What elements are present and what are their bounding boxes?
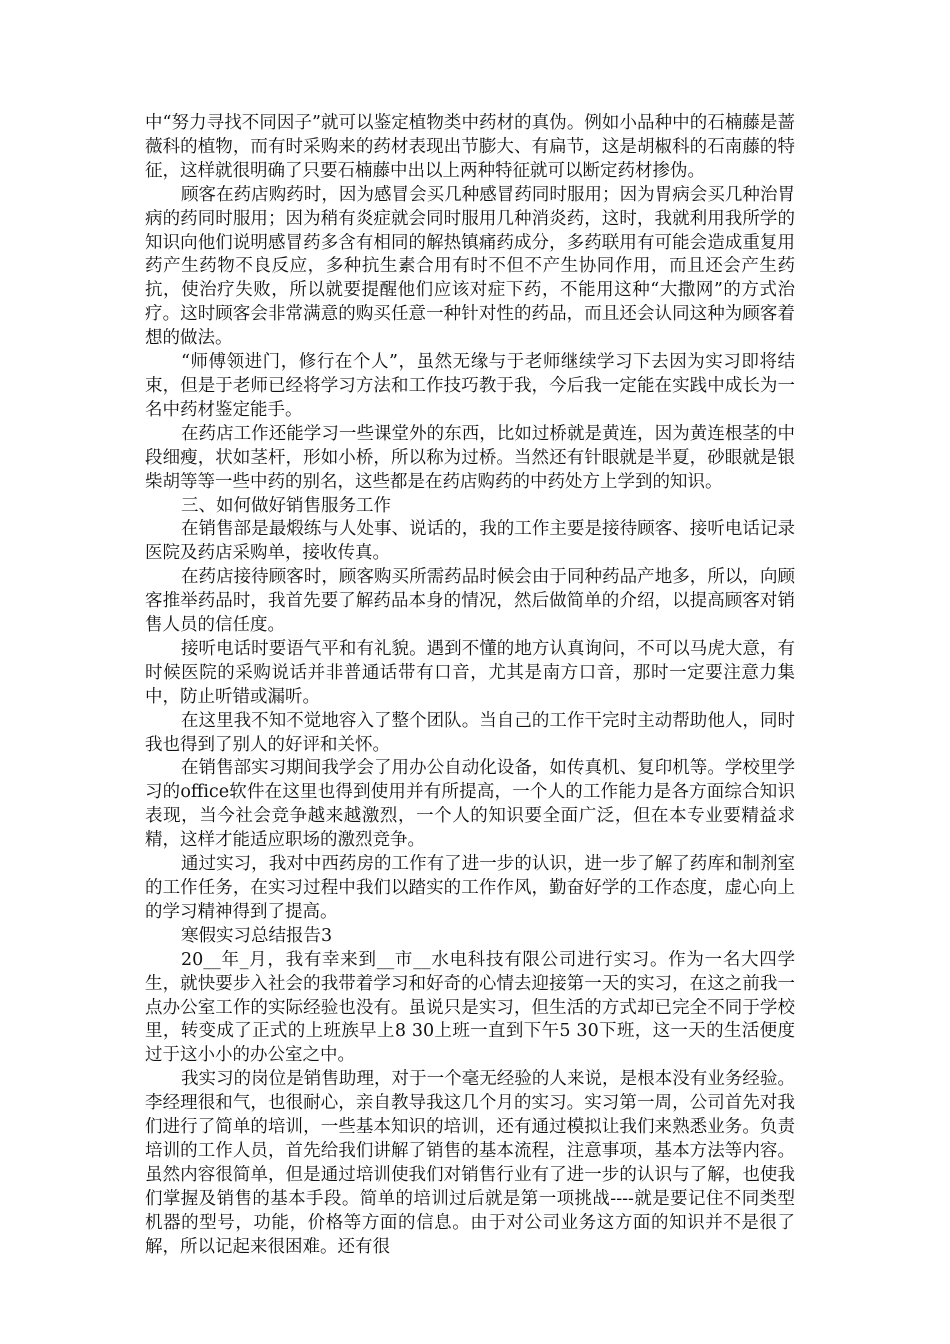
paragraph-phone-etiquette: 接听电话时要语气平和有礼貌。遇到不懂的地方认真询问，不可以马虎大意，有时候医院的采购说话并非普通话带有口音，尤其是南方口音，那时一定要注意力集中，防止听错或漏听。	[145, 638, 795, 707]
document-body	[145, 112, 795, 1260]
section-heading-sales-service: 三、如何做好销售服务工作	[181, 495, 391, 516]
paragraph-master-teacher: “师傅领进门，修行在个人”，虽然无缘与于老师继续学习下去因为实习即将结束，但是于老师已经将学习方法和工作技巧教于我，今后我一定能在实践中成长为一名中药材鉴定能手。	[145, 352, 795, 420]
section-heading-report-3: 寒假实习总结报告3	[181, 925, 333, 946]
paragraph-report-3-intro: 20__年_月，我有幸来到__市__水电科技有限公司进行实习。作为一名大四学生，就快要步入社会的我带着学习和好奇的心情去迎接第一天的实习，在这之前我一点办公室工作的实际经验也没有。虽说只是实习，但生活的方式却已完全不同于学校里，转变成了正式的上班族早上8 30上班一直到下午5 30下班，这一天的生活便度过于这小小的办公室之中。	[145, 949, 795, 1066]
paragraph-herb-aliases: 在药店工作还能学习一些课堂外的东西，比如过桥就是黄连，因为黄连根茎的中段细瘦，状如茎杆，形如小桥，所以称为过桥。当然还有针眼就是半夏，砂眼就是银柴胡等等一些中药的别名，这些都是在药店购药的中药处方上学到的知识。	[145, 423, 795, 492]
paragraph-office-skills: 在销售部实习期间我学会了用办公自动化设备，如传真机、复印机等。学校里学习的office软件在这里也得到使用并有所提高，一个人的工作能力是各方面综合知识表现，当今社会竞争越来越激烈，一个人的知识要全面广泛，但在本专业要精益求精，这样才能适应职场的激烈竞争。	[145, 758, 795, 851]
paragraph-sales-assistant: 我实习的岗位是销售助理，对于一个毫无经验的人来说，是根本没有业务经验。李经理很和气，也很耐心，亲自教导我这几个月的实习。实习第一周，公司首先对我们进行了简单的培训，一些基本知识的培训，还有通过模拟让我们来熟悉业务。负责培训的工作人员，首先给我们讲解了销售的基本流程，注意事项，基本方法等内容。虽然内容很简单，但是通过培训使我们对销售行业有了进一步的认识与了解，也使我们掌握及销售的基本手段。简单的培训过后就是第一项挑战----就是要记住不同类型机器的型号，功能，价格等方面的信息。由于对公司业务这方面的知识并不是很了解，所以记起来很困难。还有很	[145, 1069, 795, 1257]
paragraph-team: 在这里我不知不觉地容入了整个团队。当自己的工作干完时主动帮助他人，同时我也得到了别人的好评和关怀。	[145, 710, 795, 755]
paragraph-receiving-customers: 在药店接待顾客时，顾客购买所需药品时候会由于同种药品产地多，所以，向顾客推举药品时，我首先要了解药品本身的情况，然后做简单的介绍，以提高顾客对销售人员的信任度。	[145, 567, 795, 636]
paragraph-internship-conclusion: 通过实习，我对中西药房的工作有了进一步的认识，进一步了解了药库和制剂室的工作任务，在实习过程中我们以踏实的工作作风，勤奋好学的工作态度，虚心向上的学习精神得到了提高。	[145, 854, 795, 922]
paragraph-sales-department: 在销售部是最煅练与人处事、说话的，我的工作主要是接待顾客、接听电话记录医院及药店采购单，接收传真。	[145, 519, 795, 564]
paragraph-herb-authentication: 中“努力寻找不同因子”就可以鉴定植物类中药材的真伪。例如小品种中的石楠藤是蔷薇科的植物，而有时采购来的药材表现出节膨大、有扁节，这是胡椒科的石南藤的特征，这样就很明确了只要石楠藤中出以上两种特征就可以断定药材掺伪。	[145, 113, 795, 181]
paragraph-customer-medication: 顾客在药店购药时，因为感冒会买几种感冒药同时服用；因为胃病会买几种治胃病的药同时服用；因为稍有炎症就会同时服用几种消炎药，这时，我就利用我所学的知识向他们说明感冒药多含有相同的解热镇痛药成分，多药联用有可能会造成重复用药产生药物不良反应，多种抗生素合用有时不但不产生协同作用，而且还会产生药抗，使治疗失败，所以就要提醒他们应该对症下药，不能用这种“大撒网”的方式治疗。这时顾客会非常满意的购买任意一种针对性的药品，而且还会认同这种为顾客着想的做法。	[145, 184, 795, 349]
